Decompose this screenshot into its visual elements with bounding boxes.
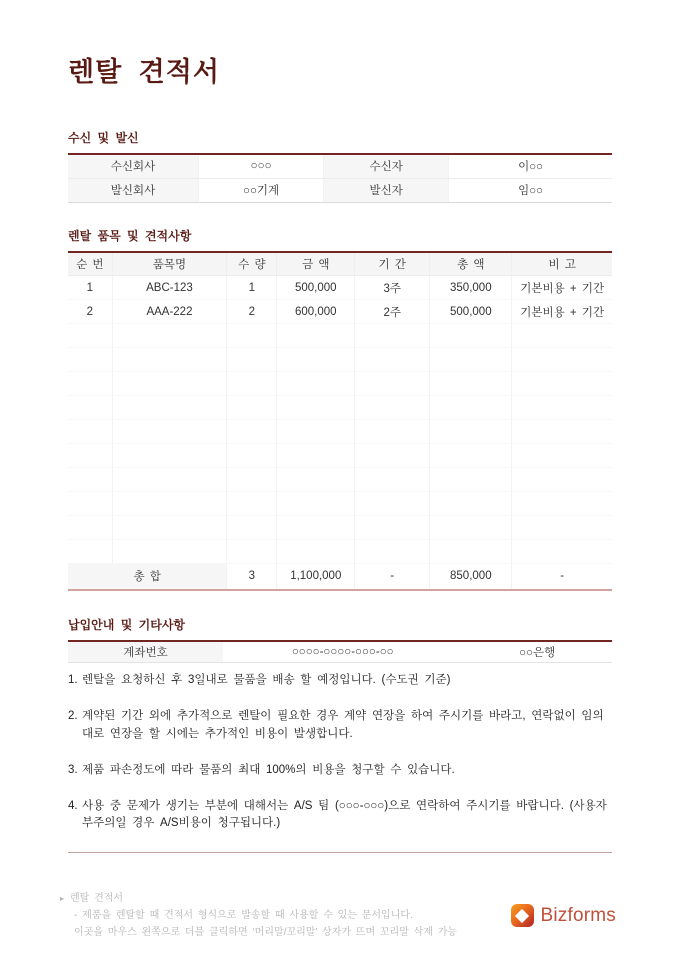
footer-line-1: - 제품을 렌탈할 때 견적서 형식으로 발송할 때 사용할 수 있는 문서입니다. [74, 910, 413, 921]
empty-cell [277, 420, 355, 444]
sender-company-label: 발신회사 [68, 178, 199, 202]
account-table [68, 640, 612, 664]
empty-cell [112, 492, 227, 516]
note-number: 4. [68, 800, 78, 812]
note-text: 제품 파손정도에 따라 물품의 최대 100%의 비용을 청구할 수 있습니다. [82, 763, 455, 776]
empty-cell [512, 324, 612, 348]
empty-cell [277, 348, 355, 372]
empty-cell [68, 396, 112, 420]
item-total: 500,000 [430, 300, 512, 324]
empty-row [68, 324, 612, 348]
empty-cell [68, 540, 112, 564]
empty-cell [512, 420, 612, 444]
account-number-label: 계좌번호 [68, 641, 223, 663]
empty-cell [68, 516, 112, 540]
account-number-value: ○○○○-○○○○-○○○-○○ [223, 641, 462, 663]
empty-cell [355, 396, 430, 420]
empty-row [68, 348, 612, 372]
empty-cell [227, 492, 277, 516]
note-text: 사용 중 문제가 생기는 부분에 대해서는 A/S 팀 (○○○-○○○)으로 연락하여 주시기를 바랍니다. (사용자 부주의일 경우 A/S비용이 청구됩니다.) [82, 800, 607, 830]
empty-cell [355, 348, 430, 372]
items-table [68, 251, 612, 591]
empty-cell [68, 420, 112, 444]
empty-cell [355, 516, 430, 540]
page-title: 렌탈 견적서 [68, 57, 220, 87]
col-header-amount: 금 액 [277, 252, 355, 276]
empty-cell [112, 468, 227, 492]
empty-cell [227, 372, 277, 396]
empty-cell [112, 540, 227, 564]
empty-cell [112, 420, 227, 444]
empty-cell [277, 324, 355, 348]
empty-row [68, 396, 612, 420]
bizforms-logo[interactable] [511, 904, 617, 927]
item-no: 1 [68, 276, 112, 300]
notes-list [68, 672, 612, 833]
item-amount: 500,000 [277, 276, 355, 300]
list-item [68, 762, 612, 779]
table-row [68, 154, 612, 178]
empty-cell [112, 372, 227, 396]
empty-cell [430, 348, 512, 372]
empty-cell [355, 492, 430, 516]
total-label: 총 합 [68, 564, 227, 590]
empty-cell [227, 348, 277, 372]
empty-cell [430, 324, 512, 348]
col-header-no: 순 번 [68, 252, 112, 276]
recipient-person-label: 수신자 [324, 154, 449, 178]
item-name: AAA-222 [112, 300, 227, 324]
sender-person-label: 발신자 [324, 178, 449, 202]
empty-cell [430, 468, 512, 492]
items-section-title: 렌탈 품목 및 견적사항 [68, 228, 192, 243]
empty-row [68, 420, 612, 444]
empty-cell [277, 516, 355, 540]
note-number: 3. [68, 763, 78, 776]
empty-cell [68, 444, 112, 468]
col-header-period: 기 간 [355, 252, 430, 276]
empty-cell [355, 540, 430, 564]
list-item [68, 798, 612, 833]
empty-row [68, 540, 612, 564]
empty-cell [68, 372, 112, 396]
empty-cell [430, 540, 512, 564]
empty-cell [512, 372, 612, 396]
total-qty: 3 [227, 564, 277, 590]
item-note: 기본비용 + 기간 [512, 276, 612, 300]
note-number: 1. [68, 674, 78, 686]
recipient-company-label: 수신회사 [68, 154, 199, 178]
list-item [68, 672, 612, 689]
empty-cell [112, 324, 227, 348]
payment-section-title: 납입안내 및 기타사항 [68, 617, 185, 632]
item-total: 350,000 [430, 276, 512, 300]
items-empty-rows [68, 324, 612, 564]
items-section [68, 227, 612, 591]
total-period: - [355, 564, 430, 590]
item-amount: 600,000 [277, 300, 355, 324]
table-row [68, 276, 612, 300]
sender-person-value: 임○○ [449, 178, 612, 202]
col-header-total: 총 액 [430, 252, 512, 276]
empty-cell [355, 420, 430, 444]
empty-cell [277, 540, 355, 564]
note-text: 계약된 기간 외에 추가적으로 렌탈이 필요한 경우 계약 연장을 하여 주시기를 바라고, 연락없이 임의대로 연장을 할 시에는 추가적인 비용이 발생합니다. [82, 710, 604, 740]
empty-cell [277, 396, 355, 420]
col-header-note: 비 고 [512, 252, 612, 276]
empty-cell [68, 468, 112, 492]
empty-cell [112, 444, 227, 468]
bizforms-diamond-icon [511, 904, 534, 927]
empty-cell [430, 372, 512, 396]
item-qty: 2 [227, 300, 277, 324]
empty-row [68, 516, 612, 540]
empty-cell [112, 348, 227, 372]
items-header-row [68, 252, 612, 276]
footer-doc-title-line [60, 890, 457, 907]
note-text: 렌탈을 요청하신 후 3일내로 물품을 배송 할 예정입니다. (수도권 기준) [82, 674, 451, 686]
empty-cell [355, 468, 430, 492]
empty-cell [355, 372, 430, 396]
items-total-row [68, 564, 612, 590]
empty-row [68, 372, 612, 396]
note-number: 2. [68, 710, 78, 723]
item-qty: 1 [227, 276, 277, 300]
empty-cell [430, 516, 512, 540]
empty-row [68, 444, 612, 468]
col-header-item: 품목명 [112, 252, 227, 276]
empty-cell [227, 516, 277, 540]
list-item [68, 708, 612, 743]
table-row [68, 300, 612, 324]
recipient-table [68, 153, 612, 203]
table-row [68, 641, 612, 663]
total-sum: 850,000 [430, 564, 512, 590]
empty-cell [227, 420, 277, 444]
footer-doc-title: 렌탈 견적서 [70, 893, 124, 904]
payment-section [68, 616, 612, 853]
empty-cell [512, 468, 612, 492]
bizforms-logo-text: Bizforms [540, 904, 616, 926]
empty-cell [112, 396, 227, 420]
empty-cell [227, 540, 277, 564]
empty-row [68, 492, 612, 516]
sender-company-value: ○○기계 [199, 178, 324, 202]
recipient-company-value: ○○○ [199, 154, 324, 178]
empty-cell [227, 396, 277, 420]
empty-cell [227, 324, 277, 348]
item-period: 2주 [355, 300, 430, 324]
empty-cell [512, 540, 612, 564]
page-footer [60, 890, 620, 941]
empty-cell [227, 444, 277, 468]
triangle-bullet-icon: ▸ [60, 893, 65, 903]
empty-cell [227, 468, 277, 492]
empty-cell [512, 348, 612, 372]
empty-cell [277, 372, 355, 396]
content-end-divider [68, 852, 612, 853]
empty-row [68, 468, 612, 492]
table-row [68, 178, 612, 202]
empty-cell [512, 516, 612, 540]
empty-cell [112, 516, 227, 540]
recipient-person-value: 이○○ [449, 154, 612, 178]
empty-cell [68, 492, 112, 516]
empty-cell [277, 444, 355, 468]
footer-line-2: 이곳을 마우스 왼쪽으로 더블 클릭하면 ‘머리말/꼬리말’ 상자가 뜨며 꼬리말 삭제 가능 [74, 927, 458, 938]
empty-cell [512, 492, 612, 516]
empty-cell [68, 348, 112, 372]
empty-cell [430, 492, 512, 516]
empty-cell [512, 396, 612, 420]
empty-cell [430, 444, 512, 468]
item-note: 기본비용 + 기간 [512, 300, 612, 324]
recipient-section [68, 129, 612, 203]
empty-cell [277, 492, 355, 516]
total-note: - [512, 564, 612, 590]
empty-cell [68, 324, 112, 348]
item-name: ABC-123 [112, 276, 227, 300]
recipient-section-title: 수신 및 발신 [68, 131, 139, 145]
empty-cell [355, 324, 430, 348]
footer-description [60, 890, 457, 941]
bank-name: ○○은행 [462, 641, 612, 663]
empty-cell [355, 444, 430, 468]
empty-cell [430, 396, 512, 420]
total-amount: 1,100,000 [277, 564, 355, 590]
col-header-qty: 수 량 [227, 252, 277, 276]
empty-cell [430, 420, 512, 444]
item-no: 2 [68, 300, 112, 324]
item-period: 3주 [355, 276, 430, 300]
empty-cell [512, 444, 612, 468]
empty-cell [277, 468, 355, 492]
